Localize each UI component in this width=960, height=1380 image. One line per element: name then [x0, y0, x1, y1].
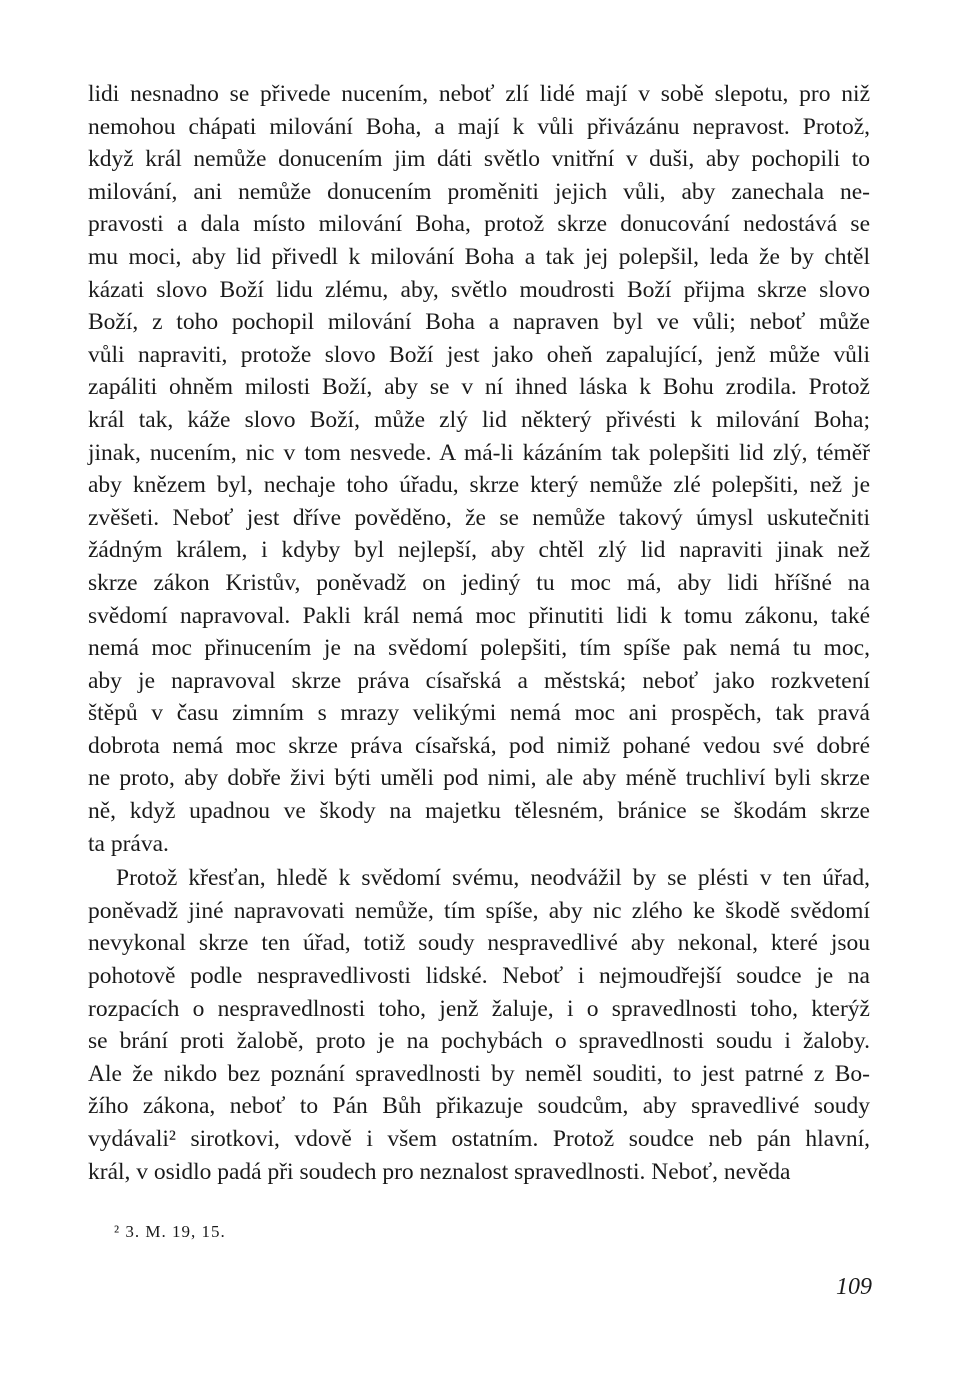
text-line: mu moci, aby lid přivedl k milování Boha a tak jej polepšil, leda že by chtěl: [88, 243, 870, 270]
text-line: zvěšeti. Neboť jest dříve pověděno, že se nemůže takový úmysl uskutečniti: [88, 504, 870, 531]
page-body: [88, 78, 870, 1188]
text-line: aby knězem byl, nechaje toho úřadu, skrze který nemůže zlé polepšiti, než je: [88, 472, 870, 499]
text-line: žádným králem, i kdyby byl nejlepší, aby chtěl zlý lid napraviti jinak než: [88, 537, 870, 564]
text-line: lidi nesnadno se přivede nucením, neboť zlí lidé mají v sobě slepotu, pro niž: [88, 81, 870, 107]
text-line: štěpů v času zimním s mrazy velikými nemá moc ani prospěch, tak pravá: [88, 700, 870, 727]
text-line: poněvadž jiné napravovati nemůže, tím spíše, aby nic zlého ke škodě svědomí: [88, 897, 870, 924]
text-line: král tak, káže slovo Boží, může zlý lid některý přivésti k milování Boha;: [88, 406, 870, 433]
text-line: se brání proti žalobě, proto je na pochybách o spravedlnosti soudu i žaloby.: [88, 1028, 870, 1055]
text-line: ne proto, aby dobře živi býti uměli pod nimi, ale aby méně truchliví byli skrze: [88, 765, 870, 792]
text-line: Protož křesťan, hledě k svědomí svému, neodvážil by se plésti v ten úřad,: [116, 865, 870, 892]
text-line: král, v osidlo padá při soudech pro neznalost spravedlnosti. Neboť, nevěda: [88, 1158, 791, 1185]
text-line: pravosti a dala místo milování Boha, protož skrze donucování nedostává se: [88, 211, 870, 238]
text-line: Ale že nikdo bez poznání spravedlnosti by neměl souditi, to jest patrné z Bo-: [88, 1060, 870, 1087]
text-line: rozpacích o nespravedlnosti toho, jenž žaluje, i o spravedlnosti toho, kterýž: [88, 995, 870, 1022]
paragraph-2: [88, 862, 870, 1188]
text-line: vydávali² sirotkovi, vdově i všem ostatním. Protož soudce neb pán hlavní,: [88, 1126, 870, 1152]
text-line: svědomí napravoval. Pakli král nemá moc přinutiti lidi k tomu zákonu, také: [88, 602, 870, 629]
text-line: jinak, nucením, nic v tom nesvede. A má-li kázáním tak polepšiti lid zlý, téměř: [88, 439, 870, 466]
text-line: skrze zákon Kristův, poněvadž on jediný tu moc má, aby lidi hříšné na: [88, 569, 870, 596]
text-line: žího zákona, neboť to Pán Bůh přikazuje soudcům, aby spravedlivé soudy: [88, 1093, 870, 1120]
text-line: milování, ani nemůže donucením proměniti jejich vůli, aby zanechala ne-: [88, 178, 870, 205]
text-line: nevykonal skrze ten úřad, totiž soudy nespravedlivé aby nekonal, které jsou: [88, 930, 870, 957]
text-line: dobrota nemá moc skrze práva císařská, pod nimiž pohané vedou své dobré: [88, 732, 870, 759]
text-line: nemá moc přinucením je na svědomí polepšiti, tím spíše pak nemá tu moc,: [88, 635, 870, 662]
footnote: ² 3. M. 19, 15.: [114, 1222, 226, 1241]
text-line: kázati slovo Boží lidu zlému, aby, světlo moudrosti Boží přijma skrze slovo: [88, 276, 870, 303]
text-line: vůli napraviti, protože slovo Boží jest jako oheň zapalující, jenž může vůli: [88, 341, 870, 368]
text-line: aby je napravoval skrze práva císařská a městská; neboť jako rozkvetení: [88, 667, 870, 694]
text-line: pohotově podle nespravedlivosti lidské. Neboť i nejmoudřejší soudce je na: [88, 963, 870, 990]
text-line: ně, když upadnou ve škody na majetku tělesném, bránice se škodám skrze: [88, 798, 870, 825]
text-line: když král nemůže donucením jim dáti světlo vnitřní v duši, aby pochopili to: [88, 146, 870, 173]
text-line: ta práva.: [88, 830, 169, 857]
text-line: zapáliti ohněm milosti Boží, aby se v ní ihned láska k Bohu zrodila. Protož: [88, 374, 870, 401]
text-line: nemohou chápati milování Boha, a mají k vůli přivázánu nepravost. Protož,: [88, 113, 870, 140]
page-number: 109: [836, 1274, 872, 1300]
text-line: Boží, z toho pochopil milování Boha a napraven byl ve vůli; neboť může: [88, 309, 870, 336]
paragraph-1: [88, 78, 870, 860]
